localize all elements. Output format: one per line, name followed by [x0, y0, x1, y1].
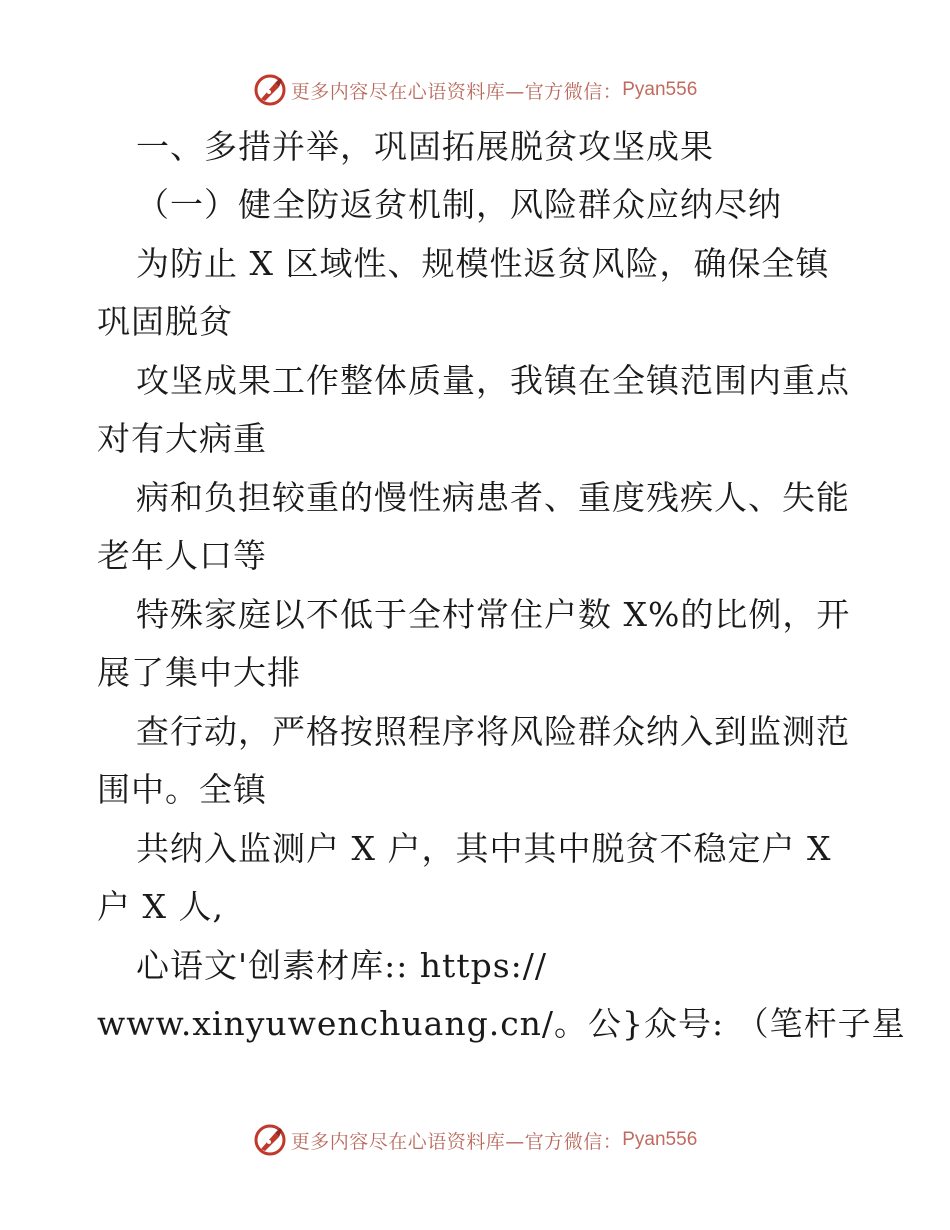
pen-nib-logo-icon [253, 1123, 287, 1157]
banner-wechat-id: Pyan556 [622, 1129, 698, 1150]
paragraph-line: 特殊家庭以不低于全村常住户数 X%的比例，开 [136, 595, 851, 634]
footer-banner [0, 1120, 950, 1160]
paragraph-line: 心语文'创素材库:: https:// [136, 946, 547, 985]
paragraph-line: 为防止 X 区域性、规模性返贫风险，确保全镇 [136, 244, 830, 283]
paragraph-line: 查行动，严格按照程序将风险群众纳入到监测范 [136, 712, 850, 751]
paragraph-line: 病和负担较重的慢性病患者、重度残疾人、失能 [136, 478, 850, 517]
banner-text: 更多内容尽在心语资料库—官方微信： [290, 80, 623, 103]
banner-wechat-id: Pyan556 [622, 79, 698, 100]
section-heading: 一、多措并举，巩固拓展脱贫攻坚成果 [136, 127, 714, 166]
paragraph-line: 对有大病重 [97, 419, 267, 458]
paragraph-line: 共纳入监测户 X 户，其中其中脱贫不稳定户 X [136, 829, 832, 868]
paragraph-line: 展了集中大排 [97, 653, 301, 692]
banner-text: 更多内容尽在心语资料库—官方微信： [290, 1130, 623, 1153]
subsection-heading: （一）健全防返贫机制，风险群众应纳尽纳 [136, 185, 782, 224]
paragraph-line: 攻坚成果工作整体质量，我镇在全镇范围内重点 [136, 361, 850, 400]
paragraph-line: 围中。全镇 [97, 770, 267, 809]
paragraph-line: 老年人口等 [97, 536, 267, 575]
paragraph-line: 户 X 人, [97, 887, 224, 926]
paragraph-line: 巩固脱贫 [97, 302, 233, 341]
paragraph-line: www.xinyuwenchuang.cn/。公}众号: （笔杆子星 [97, 1004, 906, 1043]
